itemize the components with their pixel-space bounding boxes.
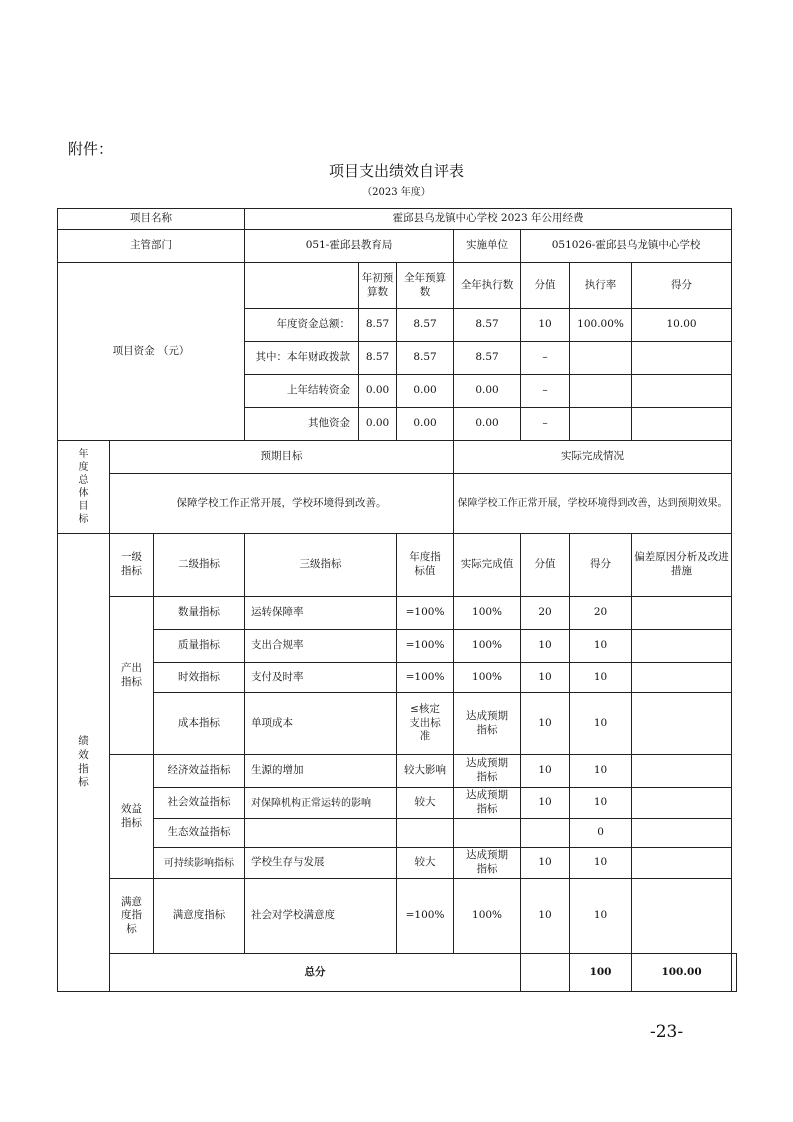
- funds-header-score: 得分: [632, 263, 732, 309]
- funds-score: [632, 408, 732, 441]
- funds-header-blank: [245, 263, 359, 309]
- indicator-row: [58, 848, 737, 879]
- funds-rate: [570, 342, 632, 375]
- funds-label: 项目资金 （元）: [58, 263, 245, 441]
- funds-score: [632, 375, 732, 408]
- project-name-row: [58, 209, 737, 230]
- funds-rate: [570, 375, 632, 408]
- funds-annual: 8.57: [397, 342, 454, 375]
- department-label: 主管部门: [58, 230, 245, 263]
- ind-level3: 社会对学校满意度: [245, 879, 397, 954]
- ind-actual: 100%: [454, 879, 521, 954]
- goals-label: 年度总体目标: [58, 441, 110, 534]
- goals-content-row: [58, 474, 737, 534]
- ind-score: 10: [570, 630, 632, 663]
- ind-target: ≤核定支出标准: [397, 693, 454, 755]
- ind-deviation: [632, 755, 732, 788]
- page-title: 项目支出绩效自评表: [328, 162, 464, 180]
- ind-level3: 支付及时率: [245, 663, 397, 693]
- ind-level1: 满意度指标: [110, 879, 154, 954]
- ind-actual: 达成预期指标: [454, 788, 521, 819]
- ind-score: 10: [570, 788, 632, 819]
- implementing-unit-value: 051026-霍邱县乌龙镇中心学校: [521, 230, 732, 263]
- ind-value: 10: [521, 693, 570, 755]
- implementing-unit-label: 实施单位: [454, 230, 521, 263]
- funds-executed: 0.00: [454, 408, 521, 441]
- ind-header-level1: 一级指标: [110, 534, 154, 597]
- ind-level1: 效益指标: [110, 755, 154, 879]
- ind-header-actual: 实际完成值: [454, 534, 521, 597]
- ind-level1: 产出指标: [110, 597, 154, 755]
- ind-target: =100%: [397, 879, 454, 954]
- ind-level3: 对保障机构正常运转的影响: [245, 788, 397, 819]
- ind-header-level3: 三级指标: [245, 534, 397, 597]
- funds-header-executed: 全年执行数: [454, 263, 521, 309]
- funds-initial: 8.57: [359, 309, 397, 342]
- project-name-label: 项目名称: [58, 209, 245, 230]
- ind-value: 20: [521, 597, 570, 630]
- ind-level2: 成本指标: [154, 693, 245, 755]
- ind-header-target: 年度指标值: [397, 534, 454, 597]
- ind-level3: 支出合规率: [245, 630, 397, 663]
- ind-deviation: [632, 788, 732, 819]
- ind-deviation: [632, 693, 732, 755]
- goals-actual: 保障学校工作正常开展，学校环境得到改善，达到预期效果。: [454, 474, 732, 534]
- total-value: 100: [570, 954, 632, 992]
- ind-target: [397, 819, 454, 848]
- funds-score-value: 10: [521, 309, 570, 342]
- ind-score: 20: [570, 597, 632, 630]
- funds-score: 10.00: [632, 309, 732, 342]
- indicator-row: [58, 597, 737, 630]
- ind-actual: 100%: [454, 663, 521, 693]
- funds-row-label: 其他资金: [245, 408, 359, 441]
- funds-row-label: 其中：本年财政拨款: [245, 342, 359, 375]
- funds-header-initial: 年初预算数: [359, 263, 397, 309]
- ind-level2: 数量指标: [154, 597, 245, 630]
- ind-deviation: [632, 819, 732, 848]
- indicator-row: [58, 755, 737, 788]
- ind-deviation: [632, 663, 732, 693]
- funds-executed: 8.57: [454, 342, 521, 375]
- funds-annual: 0.00: [397, 408, 454, 441]
- total-blank: [521, 954, 570, 992]
- indicator-row: [58, 879, 737, 954]
- ind-score: 10: [570, 879, 632, 954]
- evaluation-table: [57, 208, 737, 992]
- ind-header-value: 分值: [521, 534, 570, 597]
- ind-level3: 生源的增加: [245, 755, 397, 788]
- funds-score-value: –: [521, 408, 570, 441]
- ind-value: [521, 819, 570, 848]
- ind-target: 较大: [397, 848, 454, 879]
- goals-expected: 保障学校工作正常开展，学校环境得到改善。: [110, 474, 454, 534]
- funds-executed: 8.57: [454, 309, 521, 342]
- indicators-label: 绩效指标: [58, 534, 110, 992]
- funds-initial: 8.57: [359, 342, 397, 375]
- total-deviation: [732, 954, 737, 992]
- ind-target: =100%: [397, 597, 454, 630]
- ind-level3: 运转保障率: [245, 597, 397, 630]
- ind-level3: [245, 819, 397, 848]
- ind-deviation: [632, 879, 732, 954]
- total-score: 100.00: [632, 954, 732, 992]
- goals-expected-header: 预期目标: [110, 441, 454, 474]
- ind-score: 10: [570, 848, 632, 879]
- ind-value: 10: [521, 630, 570, 663]
- ind-actual: 达成预期指标: [454, 693, 521, 755]
- page-number: -23-: [650, 1022, 684, 1042]
- attachment-label: 附件：: [68, 140, 114, 158]
- department-value: 051-霍邱县教育局: [245, 230, 454, 263]
- ind-value: 10: [521, 788, 570, 819]
- funds-score-value: –: [521, 342, 570, 375]
- funds-rate: 100.00%: [570, 309, 632, 342]
- indicator-row: [58, 788, 737, 819]
- ind-actual: 达成预期指标: [454, 848, 521, 879]
- indicator-row: [58, 630, 737, 663]
- funds-score: [632, 342, 732, 375]
- ind-target: =100%: [397, 630, 454, 663]
- total-row: [58, 954, 737, 992]
- funds-executed: 0.00: [454, 375, 521, 408]
- funds-header-rate: 执行率: [570, 263, 632, 309]
- indicator-row: [58, 693, 737, 755]
- ind-target: =100%: [397, 663, 454, 693]
- indicator-row: [58, 819, 737, 848]
- ind-level2: 经济效益指标: [154, 755, 245, 788]
- funds-header-annual: 全年预算数: [397, 263, 454, 309]
- ind-score: 10: [570, 663, 632, 693]
- indicators-header-row: [58, 534, 737, 597]
- ind-target: 较大影响: [397, 755, 454, 788]
- ind-actual: 100%: [454, 630, 521, 663]
- ind-level2: 时效指标: [154, 663, 245, 693]
- ind-score: 10: [570, 755, 632, 788]
- total-label: 总分: [110, 954, 521, 992]
- ind-deviation: [632, 848, 732, 879]
- funds-initial: 0.00: [359, 375, 397, 408]
- ind-level3: 学校生存与发展: [245, 848, 397, 879]
- funds-initial: 0.00: [359, 408, 397, 441]
- ind-level2: 社会效益指标: [154, 788, 245, 819]
- funds-row-label: 上年结转资金: [245, 375, 359, 408]
- ind-score: 0: [570, 819, 632, 848]
- ind-value: 10: [521, 848, 570, 879]
- funds-annual: 8.57: [397, 309, 454, 342]
- year-note: （2023 年度）: [362, 187, 431, 198]
- ind-value: 10: [521, 755, 570, 788]
- ind-actual: 达成预期指标: [454, 755, 521, 788]
- ind-level2: 生态效益指标: [154, 819, 245, 848]
- ind-score: 10: [570, 693, 632, 755]
- ind-level3: 单项成本: [245, 693, 397, 755]
- ind-actual: [454, 819, 521, 848]
- goals-header-row: [58, 441, 737, 474]
- ind-header-deviation: 偏差原因分析及改进措施: [632, 534, 732, 597]
- ind-deviation: [632, 597, 732, 630]
- ind-level2: 质量指标: [154, 630, 245, 663]
- funds-header-score-value: 分值: [521, 263, 570, 309]
- funds-header-row: [58, 263, 737, 309]
- department-row: [58, 230, 737, 263]
- funds-row-label: 年度资金总额：: [245, 309, 359, 342]
- goals-actual-header: 实际完成情况: [454, 441, 732, 474]
- ind-header-level2: 二级指标: [154, 534, 245, 597]
- funds-score-value: –: [521, 375, 570, 408]
- ind-actual: 100%: [454, 597, 521, 630]
- ind-level2: 满意度指标: [154, 879, 245, 954]
- funds-rate: [570, 408, 632, 441]
- ind-level2: 可持续影响指标: [154, 848, 245, 879]
- ind-header-score: 得分: [570, 534, 632, 597]
- funds-annual: 0.00: [397, 375, 454, 408]
- ind-value: 10: [521, 663, 570, 693]
- ind-value: 10: [521, 879, 570, 954]
- project-name-value: 霍邱县乌龙镇中心学校 2023 年公用经费: [245, 209, 732, 230]
- indicator-row: [58, 663, 737, 693]
- ind-deviation: [632, 630, 732, 663]
- ind-target: 较大: [397, 788, 454, 819]
